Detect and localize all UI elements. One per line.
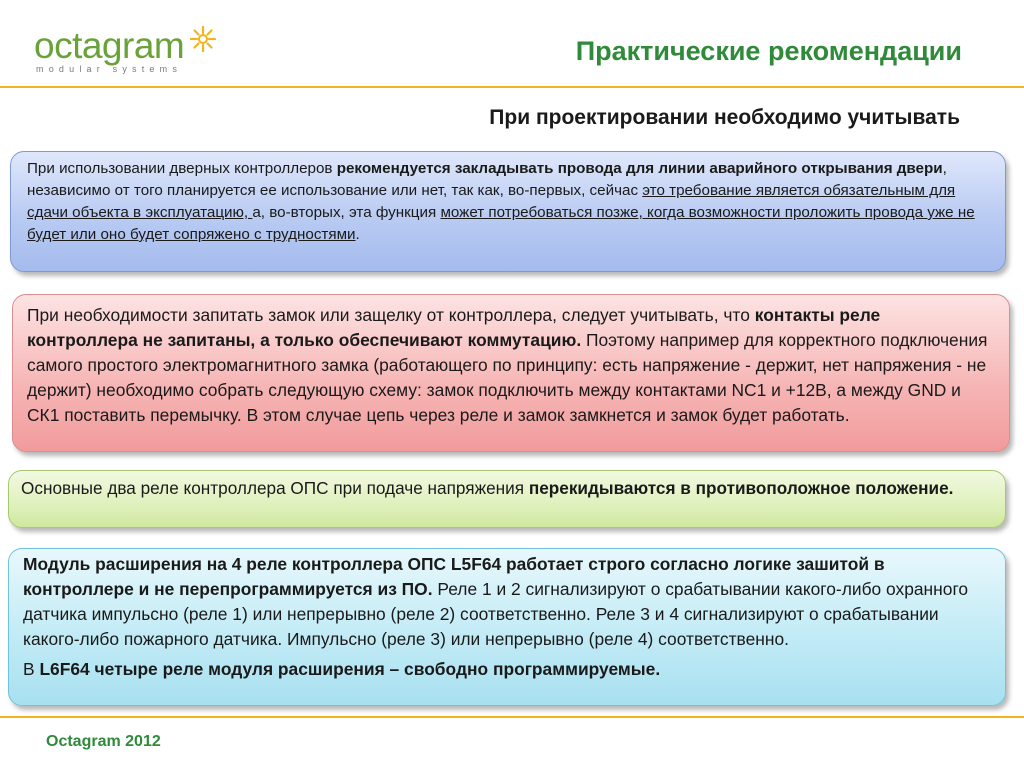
text-run-bold: перекидываются в противоположное положение. [528, 478, 954, 498]
box-text [21, 476, 993, 500]
text-run: , независимо от того планируется ее использование или нет, так как, во-первых, сейчас [27, 160, 947, 199]
text-run: Поэтому например для корректного подключения самого простого электромагнитного замка (работающего по принципу: есть напряжение - держит, нет напряжения - не держит) необходимо собрать следующую схему: замок подключить между контактами NC1 и +12В, а между GND и СК1 поставить перемычку. В этом случае цепь через реле и замок замкнется и замок будет работать. [27, 330, 988, 425]
header-divider [0, 86, 1024, 88]
octagram-logo [34, 24, 224, 76]
logo-wordmark: octagram [34, 25, 185, 66]
text-run-bold: рекомендуется закладывать провода для линии аварийного открывания двери [336, 160, 943, 177]
text-run: При использовании дверных контроллеров [27, 160, 337, 177]
box-text [27, 303, 995, 428]
footer-divider [0, 716, 1024, 718]
footer-text: Octagram 2012 [46, 733, 161, 750]
text-run: При необходимости запитать замок или защелку от контроллера, следует учитывать, что [27, 305, 755, 325]
section-subtitle: При проектировании необходимо учитывать [489, 106, 960, 129]
text-run-underlined: это требование является обязательным для сдачи объекта в эксплуатацию, [27, 182, 956, 221]
sun-star-icon [190, 26, 216, 52]
text-run: В [23, 659, 40, 679]
recommendation-box-emergency-wiring [10, 151, 1006, 272]
box-text [27, 158, 989, 246]
text-run: Реле 1 и 2 сигнализируют о срабатывании какого-либо охранного датчика импульсно (реле 1) или непрерывно (реле 2) соответственно. Реле 3 и 4 сигнализируют о срабатывании какого-либо пожарного датчика. Импульсно (реле 3) или непрерывно (реле 4) соответственно. [23, 579, 969, 649]
text-run: . [355, 226, 360, 243]
recommendation-box-expansion-module [8, 548, 1006, 706]
page-title: Практические рекомендации [575, 36, 962, 66]
text-run-bold: L6F64 четыре реле модуля расширения – свободно программируемые. [39, 659, 661, 679]
logo-tagline: modular systems [36, 64, 183, 74]
text-run-underlined: может потребоваться позже, когда возможности проложить провода уже не будет или оно будет сопряжено с трудностями [27, 204, 975, 243]
box-text [23, 552, 991, 652]
text-run-bold: контакты реле контроллера не запитаны, а только обеспечивают коммутацию. [27, 305, 881, 350]
text-run: Основные два реле контроллера ОПС при подаче напряжения [21, 478, 529, 498]
box-text [23, 657, 991, 682]
text-run: а, во-вторых, эта функция [252, 204, 441, 221]
recommendation-box-relays [8, 470, 1006, 528]
recommendation-box-lock-power [12, 294, 1010, 452]
text-run-bold: Модуль расширения на 4 реле контроллера ОПС L5F64 работает строго согласно логике зашитой в контроллере и не перепрограммируется из ПО. [23, 554, 885, 599]
